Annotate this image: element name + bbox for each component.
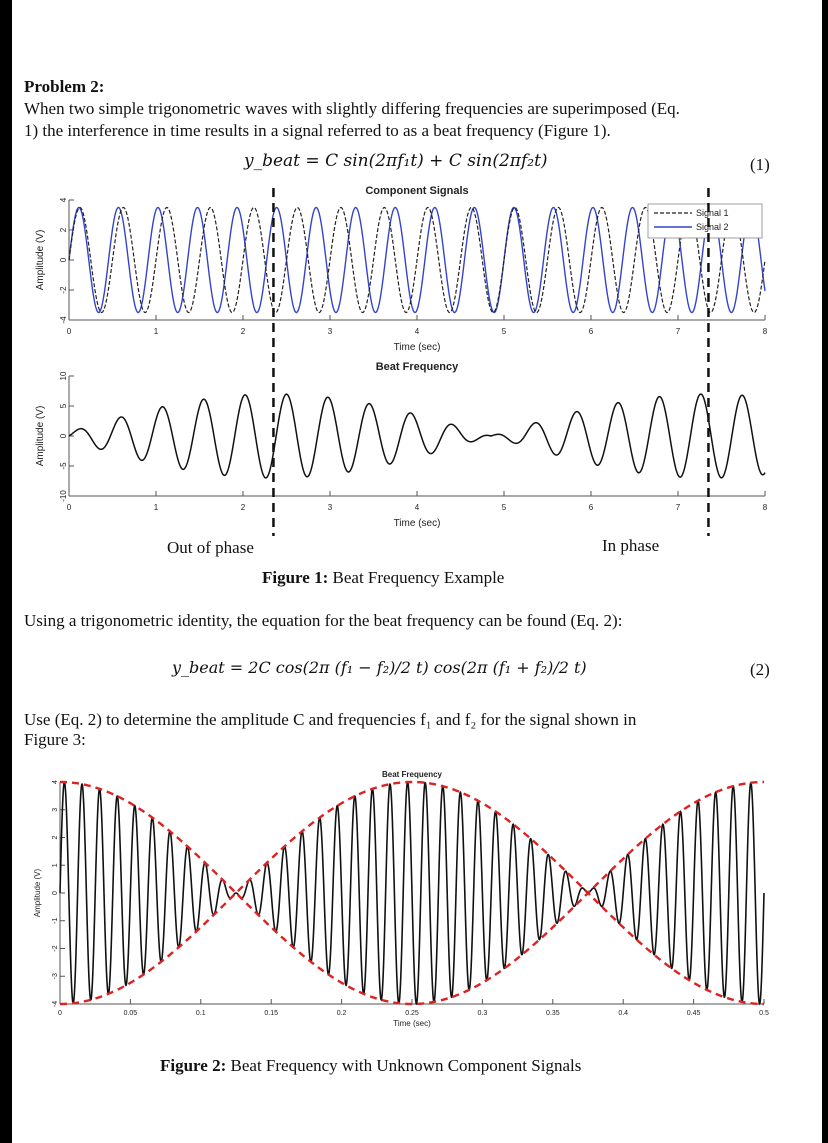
x-tick-label: 4 xyxy=(414,503,420,512)
x-tick-label: 5 xyxy=(501,503,507,512)
problem-title: Problem 2: xyxy=(24,77,105,96)
document-sheet xyxy=(12,0,822,1143)
y-tick-label: -1 xyxy=(52,917,59,924)
x-tick-label: 0.45 xyxy=(686,1010,701,1017)
y-tick-label: 0 xyxy=(59,257,68,263)
x-tick-label: 3 xyxy=(327,327,333,336)
chart-title: Beat Frequency xyxy=(375,361,459,373)
y-axis-label: Amplitude (V) xyxy=(35,229,46,291)
y-tick-label: 4 xyxy=(59,197,68,203)
figure-2-caption-text: Beat Frequency with Unknown Component Signals xyxy=(226,1056,582,1075)
chart-title: Component Signals xyxy=(365,185,469,197)
chart-title: Beat Frequency xyxy=(381,770,443,779)
task-line-2: Figure 3: xyxy=(24,730,86,749)
y-tick-label: -2 xyxy=(59,286,68,294)
intro-line-1: When two simple trigonometric waves with slightly differing frequencies are superimposed (Eq. xyxy=(24,99,680,118)
x-tick-label: 0.05 xyxy=(123,1010,138,1017)
x-tick-label: 0.5 xyxy=(759,1010,769,1017)
x-tick-label: 0.3 xyxy=(477,1010,488,1017)
figure-2-caption-label: Figure 2: xyxy=(160,1056,227,1075)
x-tick-label: 0.4 xyxy=(618,1010,629,1017)
y-tick-label: 4 xyxy=(52,780,59,784)
x-tick-label: 1 xyxy=(153,503,159,512)
x-tick-label: 7 xyxy=(675,503,681,512)
y-tick-label: 3 xyxy=(52,807,59,812)
x-tick-label: 2 xyxy=(240,503,246,512)
y-tick-label: 1 xyxy=(52,863,59,868)
y-tick-label: -4 xyxy=(52,1000,59,1008)
beat-signal-line xyxy=(69,394,765,478)
x-tick-label: 0 xyxy=(66,327,72,336)
y-tick-label: 0 xyxy=(59,433,68,439)
x-tick-label: 0.15 xyxy=(264,1010,279,1017)
figure-1-caption-label: Figure 1: xyxy=(262,568,329,587)
x-tick-label: 0.2 xyxy=(336,1010,347,1017)
x-tick-label: 0 xyxy=(58,1010,62,1017)
x-tick-label: 6 xyxy=(588,327,594,336)
x-axis-label: Time (sec) xyxy=(393,1019,431,1028)
x-tick-label: 0.25 xyxy=(405,1010,419,1017)
out-of-phase-label: Out of phase xyxy=(167,538,254,557)
y-tick-label: -3 xyxy=(52,973,59,980)
identity-text: Using a trigonometric identity, the equation for the beat frequency can be found (Eq. 2): xyxy=(24,611,623,630)
x-tick-label: 0.35 xyxy=(545,1010,560,1017)
y-tick-label: -4 xyxy=(59,316,68,324)
y-tick-label: -10 xyxy=(59,490,68,502)
y-tick-label: 2 xyxy=(52,835,59,840)
x-tick-label: 5 xyxy=(501,327,507,336)
x-tick-label: 0 xyxy=(66,503,72,512)
y-tick-label: -5 xyxy=(59,462,68,470)
y-tick-label: 0 xyxy=(52,891,59,895)
x-tick-label: 7 xyxy=(675,327,681,336)
x-tick-label: 0.1 xyxy=(195,1010,206,1017)
x-tick-label: 3 xyxy=(327,503,333,512)
y-tick-label: 2 xyxy=(59,227,68,233)
intro-line-2: 1) the interference in time results in a signal referred to as a beat frequency (Figure 1). xyxy=(24,121,611,140)
unknown-beat-frequency-chart xyxy=(12,762,822,1042)
x-tick-label: 8 xyxy=(762,327,768,336)
x-tick-label: 1 xyxy=(153,327,159,336)
x-axis-label: Time (sec) xyxy=(393,518,441,529)
y-tick-label: 5 xyxy=(59,403,68,409)
legend-signal-2-label: Signal 2 xyxy=(696,222,729,232)
eq2-text: y_beat = 2C cos(2π (f₁ − f₂)/2 t) cos(2π (f₁ + f₂)/2 t) xyxy=(172,658,587,677)
y-tick-label: -2 xyxy=(52,945,59,952)
x-tick-label: 2 xyxy=(240,327,246,336)
beat-signal-line xyxy=(60,782,764,1004)
figure-1-caption-text: Beat Frequency Example xyxy=(328,568,505,587)
task-line-1: Use (Eq. 2) to determine the amplitude C and frequencies f₁ and f₂ for the signal shown in xyxy=(24,710,637,729)
equation-2 xyxy=(172,658,587,677)
figure-1-caption xyxy=(262,568,504,588)
component-signals-chart xyxy=(12,180,822,360)
x-tick-label: 6 xyxy=(588,503,594,512)
y-axis-label: Amplitude (V) xyxy=(33,868,42,918)
x-tick-label: 8 xyxy=(762,503,768,512)
equation-1 xyxy=(244,151,548,171)
x-axis-label: Time (sec) xyxy=(393,342,441,353)
equation-2-number: (2) xyxy=(750,660,770,679)
y-axis-label: Amplitude (V) xyxy=(35,405,46,467)
equation-1-number: (1) xyxy=(750,155,770,174)
y-tick-label: 10 xyxy=(59,371,68,381)
figure-2-caption xyxy=(160,1056,581,1076)
in-phase-label: In phase xyxy=(602,536,660,555)
x-tick-label: 4 xyxy=(414,327,420,336)
beat-frequency-example-chart xyxy=(12,356,822,536)
eq1-text: y_beat = C sin(2πf₁t) + C sin(2πf₂t) xyxy=(244,151,548,171)
legend-signal-1-label: Signal 1 xyxy=(696,208,729,218)
